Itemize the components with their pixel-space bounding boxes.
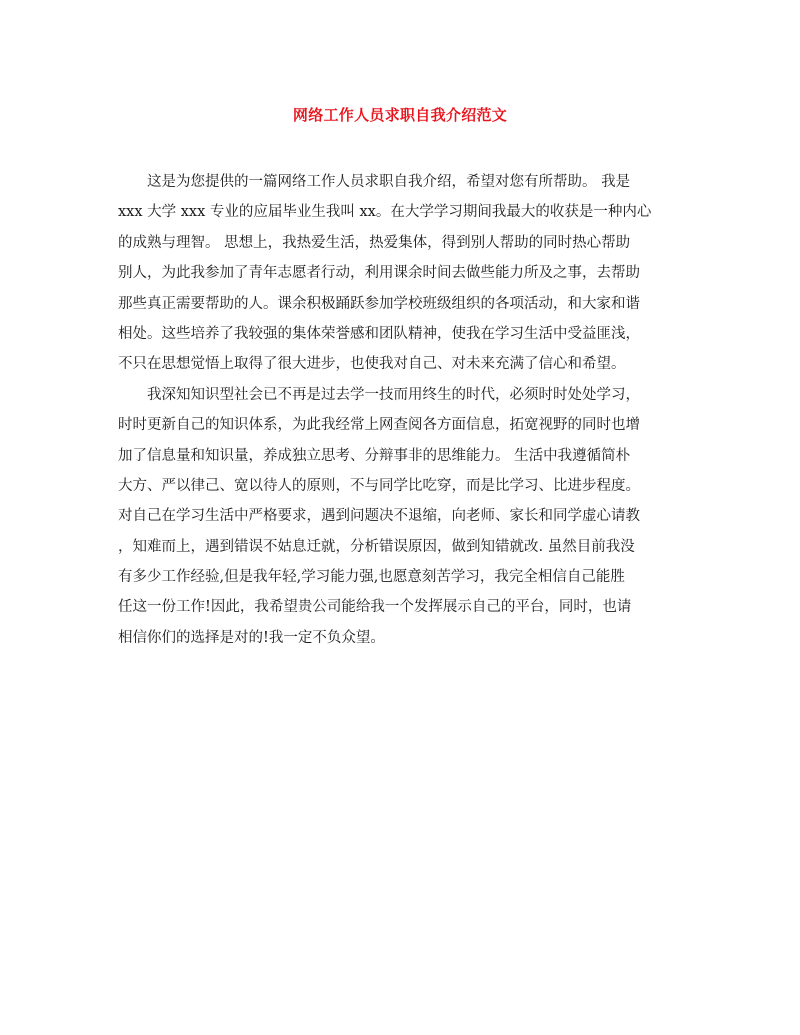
paragraph-2-line-9: 相信你们的选择是对的!我一定不负众望。: [118, 629, 385, 646]
paragraph-1-line-5: 那些真正需要帮助的人。课余积极踊跃参加学校班级组织的各项活动，和大家和谐: [118, 295, 640, 312]
paragraph-2-line-1: 我深知知识型社会已不再是过去学一技而用终生的时代，必须时时处处学习，: [147, 386, 640, 403]
paragraph-2-line-2: 时时更新自己的知识体系，为此我经常上网查阅各方面信息，拓宽视野的同时也增: [118, 417, 640, 434]
document-body: [118, 167, 684, 653]
paragraph-2-line-5: 对自己在学习生活中严格要求，遇到问题决不退缩，向老师、家长和同学虚心请教: [118, 508, 640, 525]
paragraph-1-line-7: 不只在思想觉悟上取得了很大进步，也使我对自己、对未来充满了信心和希望。: [118, 356, 626, 373]
paragraph-1-line-6: 相处。这些培养了我较强的集体荣誉感和团队精神，使我在学习生活中受益匪浅，: [118, 325, 640, 342]
paragraph-2-line-7: 有多少工作经验,但是我年轻,学习能力强,也愿意刻苦学习，我完全相信自己能胜: [118, 569, 625, 586]
paragraph-2-line-8: 任这一份工作!因此，我希望贵公司能给我一个发挥展示自己的平台，同时，也请: [118, 599, 632, 616]
paragraph-2-line-4: 大方、严以律己、宽以待人的原则，不与同学比吃穿，而是比学习、比进步程度。: [118, 477, 640, 494]
paragraph-1-line-4: 别人，为此我参加了青年志愿者行动，利用课余时间去做些能力所及之事，去帮助: [118, 265, 640, 282]
paragraph-1-line-3: 的成熟与理智。 思想上，我热爱生活，热爱集体，得到别人帮助的同时热心帮助: [118, 234, 631, 251]
paragraph-1-line-1: 这是为您提供的一篇网络工作人员求职自我介绍，希望对您有所帮助。 我是: [147, 174, 631, 190]
document-title: 网络工作人员求职自我介绍范文: [292, 106, 508, 124]
paragraph-1-line-2: xxx 大学 xxx 专业的应届毕业生我叫 xx。在大学学习期间我最大的收获是一种内心: [118, 204, 652, 221]
paragraph-2-line-3: 加了信息量和知识量，养成独立思考、分辩事非的思维能力。 生活中我遵循简朴: [118, 447, 631, 464]
paragraph-2-line-6: ，知难而上，遇到错误不姑息迁就，分析错误原因，做到知错就改. 虽然目前我没: [118, 538, 635, 555]
